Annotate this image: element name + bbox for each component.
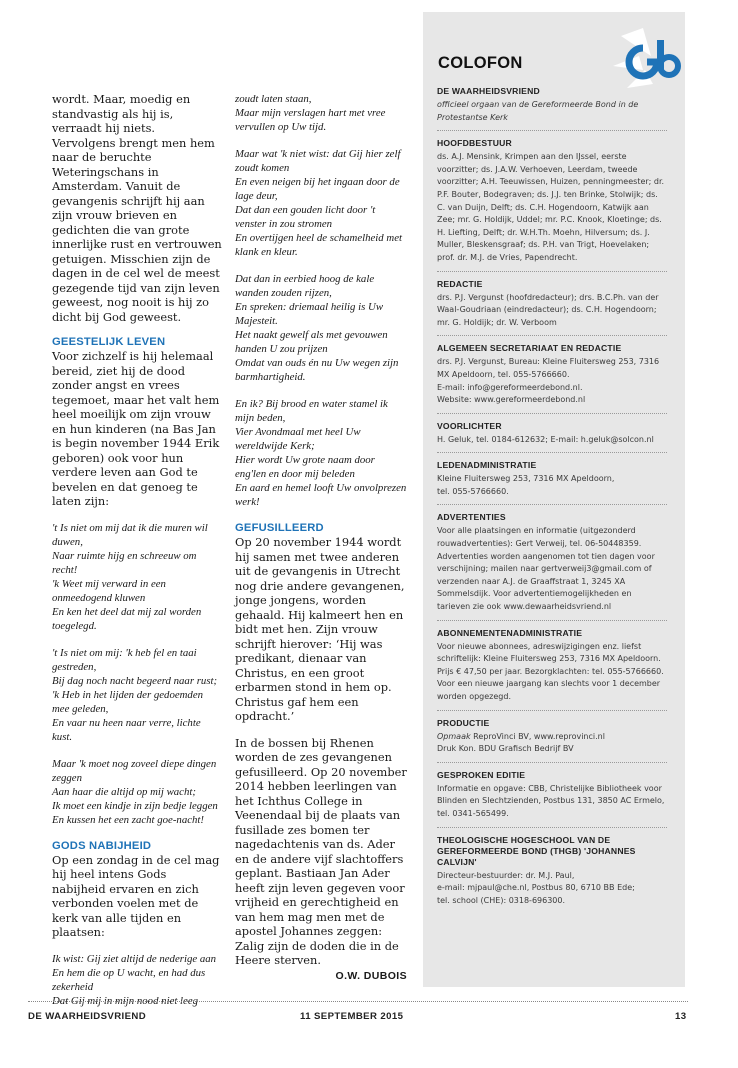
- colofon-section: [437, 512, 667, 620]
- colofon-section-text: Voor nieuwe abonnees, adreswijzigingen enz. liefst schriftelijk: Kleine Fluitersweg 253, 7316 MX Apeldoorn. Prijs € 47,50 per jaar. Bezorgklachten: tel. 055-5766660. Voor een nieuwe jaargang kan slechts voor 1 december worden opgezegd.: [437, 641, 664, 701]
- section-heading: GEESTELIJK LEVEN: [52, 336, 166, 348]
- footer-date: 11 SEPTEMBER 2015: [300, 1011, 404, 1022]
- colofon-section-title: ABONNEMENTENADMINISTRATIE: [437, 627, 583, 638]
- poem-stanza: En ik? Bij brood en water stamel ik mijn beden, Vier Avondmaal met heel Uw wereldwijde Kerk; Hier wordt Uw grote naam door eng'len en door mij beleden En aard en hemel looft Uw onvolprezen werk!: [235, 398, 407, 508]
- colofon-section: [437, 628, 667, 711]
- poem-stanza: Maar wat 'k niet wist: dat Gij hier zelf zoudt komen En even neigen bij het ingaan door de lage deur, Dat dan een gouden licht door 't venster in zou stromen En overtijgen heel de schamelheid met klank en kleur.: [235, 148, 402, 258]
- colofon-section: [437, 770, 667, 828]
- colofon-section-title: PRODUCTIE: [437, 717, 490, 728]
- colofon-section: [437, 835, 667, 914]
- colofon-sections: [437, 86, 667, 920]
- article-author: O.W. DUBOIS: [335, 969, 407, 982]
- colofon-section-title: REDACTIE: [437, 278, 483, 289]
- colofon-title: COLOFON: [438, 54, 523, 72]
- colofon-section-text: Voor alle plaatsingen en informatie (uitgezonderd rouwadvertenties): Gert Verweij, tel. 06-50448359. Advertenties worden aangenomen tot tien dagen voor verschijning; mailen naar gertverweij3@gmail.com of verzenden naar A.J. de Graaffstraat 1, 3245 XA Sommelsdijk. Voor advertentiemogelijkheden en tarieven zie ook www.dewaarheidsvriend.nl: [437, 526, 655, 612]
- colofon-section-title: ADVERTENTIES: [437, 512, 506, 523]
- colofon-section: [437, 718, 667, 763]
- colofon-section-prefix: Opmaak: [437, 731, 471, 741]
- colofon-section-text: drs. P.J. Vergunst, Bureau: Kleine Fluitersweg 253, 7316 MX Apeldoorn, tel. 055-5766660. E-mail: info@gereformeerdebond.nl. Website: www.gereformeerdebond.nl: [437, 357, 660, 405]
- colofon-section-title: ALGEMEEN SECRETARIAAT EN REDACTIE: [437, 343, 622, 354]
- footer-publication: DE WAARHEIDSVRIEND: [28, 1011, 147, 1022]
- paragraph: Voor zichzelf is hij helemaal bereid, ziet hij de dood zonder angst en vrees tegemoet, maar het valt hem heel moeilijk om zijn vrouw en hun kinderen (na Bas Jan is begin november 1944 Erik geboren) ook voor hun verdere leven aan God te bevelen en dat genoeg te laten zijn:: [52, 349, 220, 508]
- colofon-section-text: ds. A.J. Mensink, Krimpen aan den IJssel, eerste voorzitter; ds. J.A.W. Verhoeven, Leerdam, tweede voorzitter; A.H. Teeuwissen, Huizen, penningmeester; dr. P.F. Bouter, Bodegraven; ds. J.J. ten Brinke, Stolwijk; ds. C. van Duijn, Delft; ds. C.H. Hogendoorn, Katwijk aan Zee; mr. G. Holdijk, Uddel; mr. P.C. Knook, Kloetinge; ds. H. Liefting, Delft; dr. W.H.Th. Moehn, Hilversum; ds. J. Muller, Bleskensgraaf; ds. P.H. van Trigt, Hoevelaken; prof. dr. M.J. de Vries, Papendrecht.: [437, 152, 665, 262]
- poem-stanza: 't Is niet om mij dat ik die muren wil duwen, Naar ruimte hijg en schreeuw om recht! 'k Weet mij verward in een onmeedogend kluwen En ken het deel dat mij zal worden toegelegd.: [52, 521, 208, 632]
- colofon-section: [437, 86, 667, 131]
- paragraph: Op 20 november 1944 wordt hij samen met twee anderen uit de gevangenis in Utrecht nog drie andere gevangenen, jonge jongens, worden gehaald. Hij kalmeert hen en bidt met hen. Zijn vrouw schrijft hierover: ‘Hij was predikant, dienaar van Christus, en een groot erbarmen stond in hem op. Christus gaf hem een opdracht.’: [235, 535, 405, 723]
- colofon-section-title: HOOFDBESTUUR: [437, 138, 512, 149]
- colofon-section-text: H. Geluk, tel. 0184-612632; E-mail: h.geluk@solcon.nl: [437, 434, 654, 444]
- paragraph: Op een zondag in de cel mag hij heel intens Gods nabijheid ervaren en zich verbonden voelen met de kerk van alle tijden en plaatsen:: [52, 852, 220, 939]
- colofon-section-body: ReproVinci BV, www.reprovinci.nl Druk Kon. BDU Grafisch Bedrijf BV: [437, 731, 605, 754]
- colofon-section: [437, 460, 667, 505]
- article-column-2: [235, 92, 407, 982]
- section-heading: GEFUSILLEERD: [235, 522, 324, 534]
- colofon-section-text: drs. P.J. Vergunst (hoofdredacteur); drs. B.C.Ph. van der Waal-Goudriaan (eindredacteur); ds. C.H. Hogendoorn; mr. G. Holdijk; dr. W. Verboom: [437, 292, 659, 327]
- poem-stanza: zoudt laten staan, Maar mijn verslagen hart met vree vervullen op Uw tijd.: [235, 93, 386, 133]
- paragraph: wordt. Maar, moedig en standvastig als hij is, verraadt hij niets. Vervolgens brengt men hem naar de beruchte Weteringschans in Amsterdam. Vanuit de gevangenis schrijft hij aan zijn vrouw brieven en gedichten die van grote innerlijke rust en vertrouwen getuigen. Misschien zijn de dagen in de cel wel de meest gezegende tijd van zijn leven geweest, nog nooit is hij zo dicht bij God geweest.: [52, 92, 222, 324]
- colofon-section: [437, 421, 667, 454]
- colofon-section-title: DE WAARHEIDSVRIEND: [437, 86, 540, 96]
- colofon-section-text: Directeur-bestuurder: dr. M.J. Paul, e-mail: mjpaul@che.nl, Postbus 80, 6710 BB Ede; tel. school (CHE): 0318-696300.: [437, 870, 635, 905]
- poem-stanza: Dat dan in eerbied hoog de kale wanden zouden rijzen, En spreken: driemaal heilig is Uw Majesteit. Het naakt gewelf als met gevouwen handen U zou prijzen Omdat van ouds én nu Uw wegen zijn barmhartigheid.: [235, 273, 399, 383]
- colofon-section-text: Kleine Fluitersweg 253, 7316 MX Apeldoorn, tel. 055-5766660.: [437, 474, 615, 496]
- colofon-section-title: GESPROKEN EDITIE: [437, 769, 526, 780]
- footer-page-number: 13: [675, 1011, 687, 1022]
- colofon-section-title: LEDENADMINISTRATIE: [437, 460, 537, 471]
- poem-stanza: Maar 'k moet nog zoveel diepe dingen zeggen Aan haar die altijd op mij wacht; Ik moet een kindje in zijn bedje leggen En kussen het een zacht goe-nacht!: [52, 757, 218, 826]
- colofon-section-text: officieel orgaan van de Gereformeerde Bond in de Protestantse Kerk: [437, 100, 639, 122]
- colofon-section: [437, 343, 667, 413]
- colofon-section: [437, 279, 667, 337]
- poem-stanza: Ik wist: Gij ziet altijd de nederige aan En hem die op U wacht, en had dus zekerheid Dat Gij mij in mijn nood niet leeg: [52, 952, 217, 1007]
- colofon-section-text: [437, 731, 667, 756]
- footer-divider: [28, 1001, 688, 1002]
- colofon-section-title: THEOLOGISCHE HOGESCHOOL VAN DE GEREFORMEERDE BOND (THGB) 'JOHANNES CALVIJN': [437, 834, 636, 867]
- section-heading: GODS NABIJHEID: [52, 839, 152, 852]
- article-column-1: [52, 92, 222, 1021]
- poem-stanza: 't Is niet om mij: 'k heb fel en taai gestreden, Bij dag noch nacht begeerd naar rust; 'k Heb in het lijden der gedoemden mee geleden, En vaar nu heen naar verre, lichte kust.: [52, 646, 218, 743]
- colofon-sidebar: [423, 12, 685, 987]
- paragraph: In de bossen bij Rhenen worden de zes gevangenen gefusilleerd. Op 20 november 2014 hebben leerlingen van het Ichthus College in Veenendaal bij de plaats van fusillade zes bomen ter nagedachtenis van ds. Ader en de andere vijf slachtoffers geplant. Bastiaan Jan Ader heeft zijn leven gegeven voor vrijheid en gerechtigheid en van hem mag men met de apostel Johannes zeggen: Zalig zijn de doden die in de Heere sterven.: [235, 735, 407, 967]
- colofon-section-title: VOORLICHTER: [437, 420, 502, 431]
- colofon-section: [437, 138, 667, 271]
- colofon-section-text: Informatie en opgave: CBB, Christelijke Bibliotheek voor Blinden en Slechtzienden, Postbus 131, 3850 AC Ermelo, tel. 0341-565499.: [437, 783, 665, 818]
